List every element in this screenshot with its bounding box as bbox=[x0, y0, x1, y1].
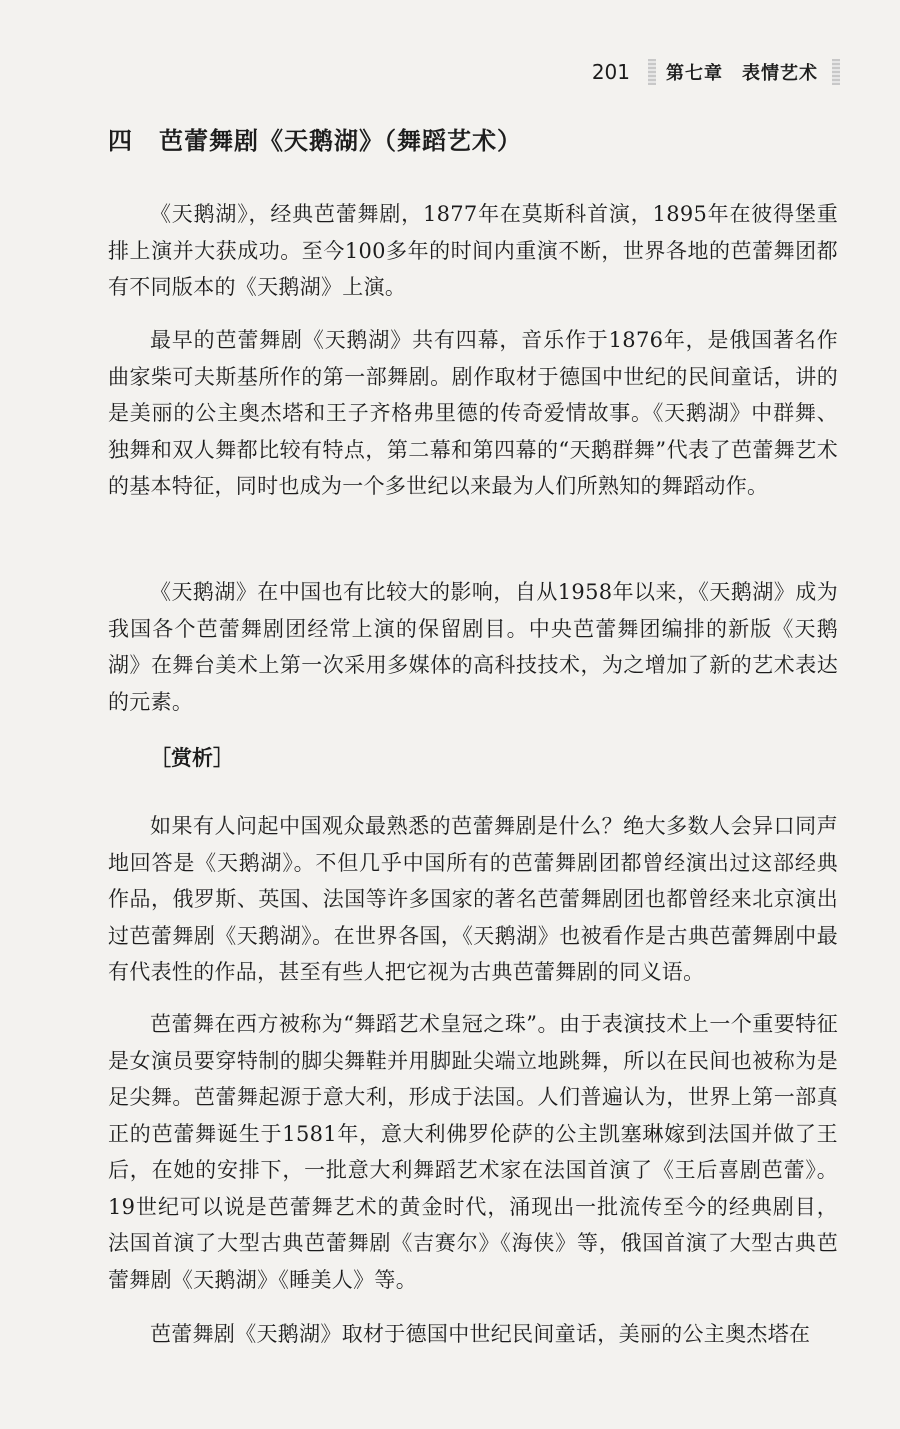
running-header bbox=[592, 52, 840, 92]
chapter-title: 第七章 表情艺术 bbox=[666, 63, 818, 84]
header-divider-bar bbox=[832, 59, 840, 85]
section-number: 四 bbox=[108, 126, 133, 155]
header-divider-bar bbox=[648, 59, 656, 85]
page-number: 201 bbox=[591, 60, 630, 84]
body-paragraph: 《天鹅湖》在中国也有比较大的影响，自从1958年以来，《天鹅湖》成为我国各个芭蕾舞剧团经常上演的保留剧目。中央芭蕾舞团编排的新版《天鹅湖》在舞台美术上第一次采用多媒体的高科技技术，为之增加了新的艺术表达的元素。 bbox=[108, 580, 838, 714]
body-paragraph: 最早的芭蕾舞剧《天鹅湖》共有四幕，音乐作于1876年，是俄国著名作曲家柴可夫斯基所作的第一部舞剧。剧作取材于德国中世纪的民间童话，讲的是美丽的公主奥杰塔和王子齐格弗里德的传奇爱情故事。《天鹅湖》中群舞、独舞和双人舞都比较有特点，第二幕和第四幕的“天鹅群舞”代表了芭蕾舞艺术的基本特征，同时也成为一个多世纪以来最为人们所熟知的舞蹈动作。 bbox=[108, 328, 838, 498]
analysis-paragraph: 芭蕾舞在西方被称为“舞蹈艺术皇冠之珠”。由于表演技术上一个重要特征是女演员要穿特制的脚尖舞鞋并用脚趾尖端立地跳舞，所以在民间也被称为是足尖舞。芭蕾舞起源于意大利，形成于法国。人们普遍认为，世界上第一部真正的芭蕾舞诞生于1581年，意大利佛罗伦萨的公主凯塞琳嫁到法国并做了王后，在她的安排下，一批意大利舞蹈艺术家在法国首演了《王后喜剧芭蕾》。19世纪可以说是芭蕾舞艺术的黄金时代，涌现出一批流传至今的经典剧目，法国首演了大型古典芭蕾舞剧《吉赛尔》《海侠》等，俄国首演了大型古典芭蕾舞剧《天鹅湖》《睡美人》等。 bbox=[108, 1012, 838, 1292]
body-paragraph: 《天鹅湖》，经典芭蕾舞剧，1877年在莫斯科首演，1895年在彼得堡重排上演并大获成功。至今100多年的时间内重演不断，世界各地的芭蕾舞团都有不同版本的《天鹅湖》上演。 bbox=[108, 202, 838, 299]
section-heading bbox=[108, 124, 522, 158]
analysis-label: ［赏析］ bbox=[150, 745, 234, 770]
analysis-paragraph: 芭蕾舞剧《天鹅湖》取材于德国中世纪民间童话，美丽的公主奥杰塔在 bbox=[150, 1322, 811, 1346]
analysis-paragraph: 如果有人问起中国观众最熟悉的芭蕾舞剧是什么？绝大多数人会异口同声地回答是《天鹅湖》。不但几乎中国所有的芭蕾舞剧团都曾经演出过这部经典作品，俄罗斯、英国、法国等许多国家的著名芭蕾舞剧团也都曾经来北京演出过芭蕾舞剧《天鹅湖》。在世界各国，《天鹅湖》也被看作是古典芭蕾舞剧中最有代表性的作品，甚至有些人把它视为古典芭蕾舞剧的同义语。 bbox=[108, 814, 838, 984]
section-title: 芭蕾舞剧《天鹅湖》（舞蹈艺术） bbox=[159, 126, 522, 155]
